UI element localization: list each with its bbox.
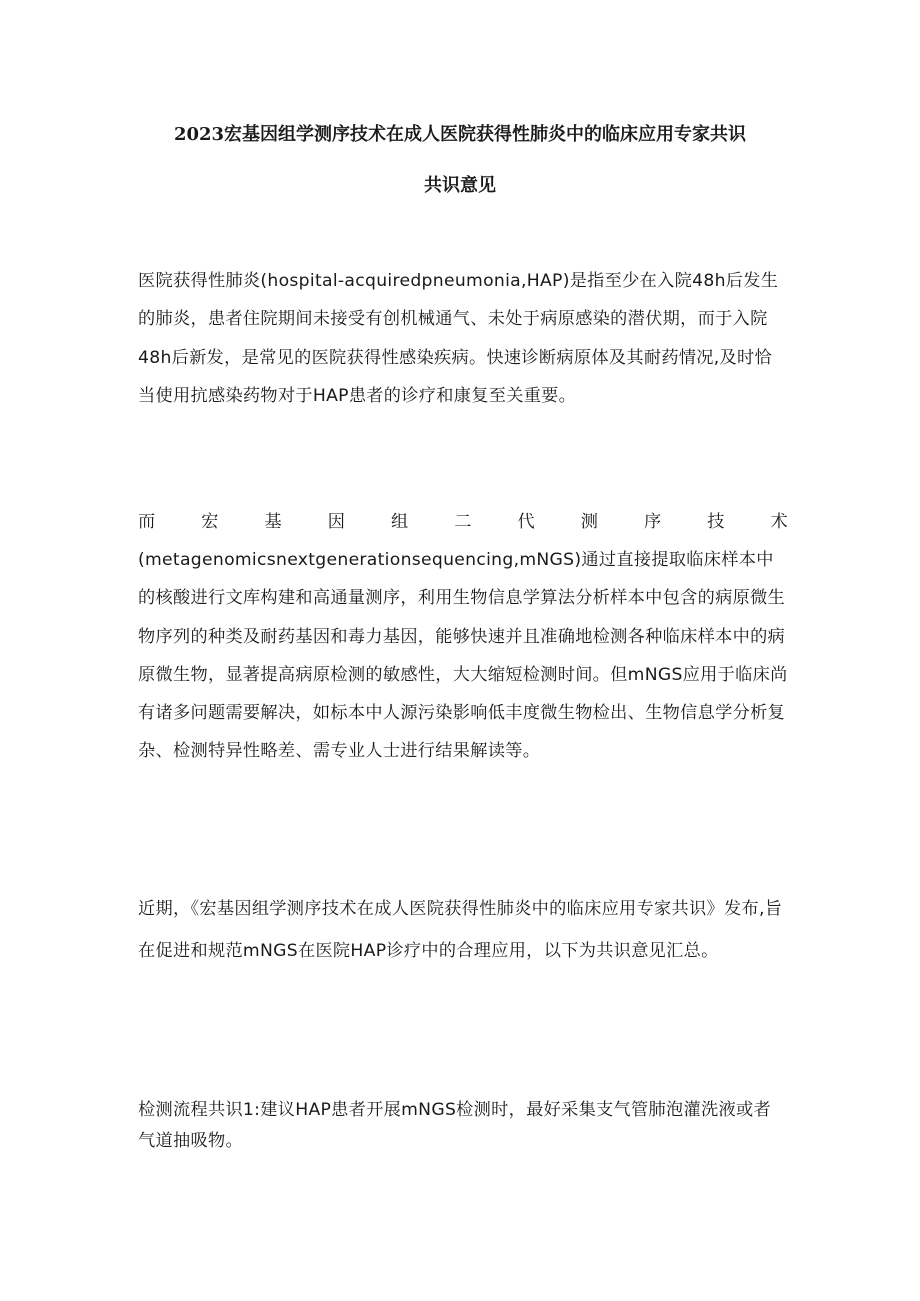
spread-char: 代 — [517, 512, 535, 532]
spread-char: 测 — [580, 512, 599, 532]
paragraph-mngs-intro — [138, 503, 788, 771]
spread-char: 二 — [454, 512, 472, 532]
spread-char: 基 — [264, 512, 282, 532]
document-subtitle: 共识意见 — [424, 175, 496, 196]
paragraph-mngs-body: (metagenomicsnextgenerationsequencing,mNGS)通过直接提取临床样本中的核酸进行文库构建和高通量测序，利用生物信息学算法分析样本中包含的病原微生物序列的种类及耐药基因和毒力基因，能够快速并且准确地检测各种临床样本中的病原微生物，显著提高病原检测的敏感性，大大缩短检测时间。但mNGS应用于临床尚有诸多问题需要解决，如标本中人源污染影响低丰度微生物检出、生物信息学分析复杂、检测特异性略差、需专业人士进行结果解读等。 — [138, 550, 788, 762]
paragraph-consensus-1: 检测流程共识1:建议HAP患者开展mNGS检测时，最好采集支气管肺泡灌洗液或者气道抽吸物。 — [138, 1100, 771, 1151]
spread-char: 因 — [327, 512, 346, 532]
spread-char: 宏 — [201, 512, 219, 532]
spread-char: 序 — [644, 512, 662, 532]
spread-char: 术 — [770, 512, 788, 532]
document-title: 2023宏基因组学测序技术在成人医院获得性肺炎中的临床应用专家共识 — [173, 124, 747, 145]
paragraph-consensus-release: 近期，《宏基因组学测序技术在成人医院获得性肺炎中的临床应用专家共识》发布,旨在促进和规范mNGS在医院HAP诊疗中的合理应用，以下为共识意见汇总。 — [138, 899, 783, 961]
spread-char: 组 — [391, 512, 409, 532]
spread-char: 技 — [707, 512, 725, 532]
paragraph-hap-definition: 医院获得性肺炎(hospital-acquiredpneumonia,HAP)是指至少在入院48h后发生的肺炎，患者住院期间未接受有创机械通气、未处于病原感染的潜伏期，而于入院48h后新发，是常见的医院获得性感染疾病。快速诊断病原体及其耐药情况,及时恰当使用抗感染药物对于HAP患者的诊疗和康复至关重要。 — [138, 271, 779, 406]
paragraph-mngs-first-line — [138, 503, 788, 541]
spread-char: 而 — [138, 512, 156, 532]
